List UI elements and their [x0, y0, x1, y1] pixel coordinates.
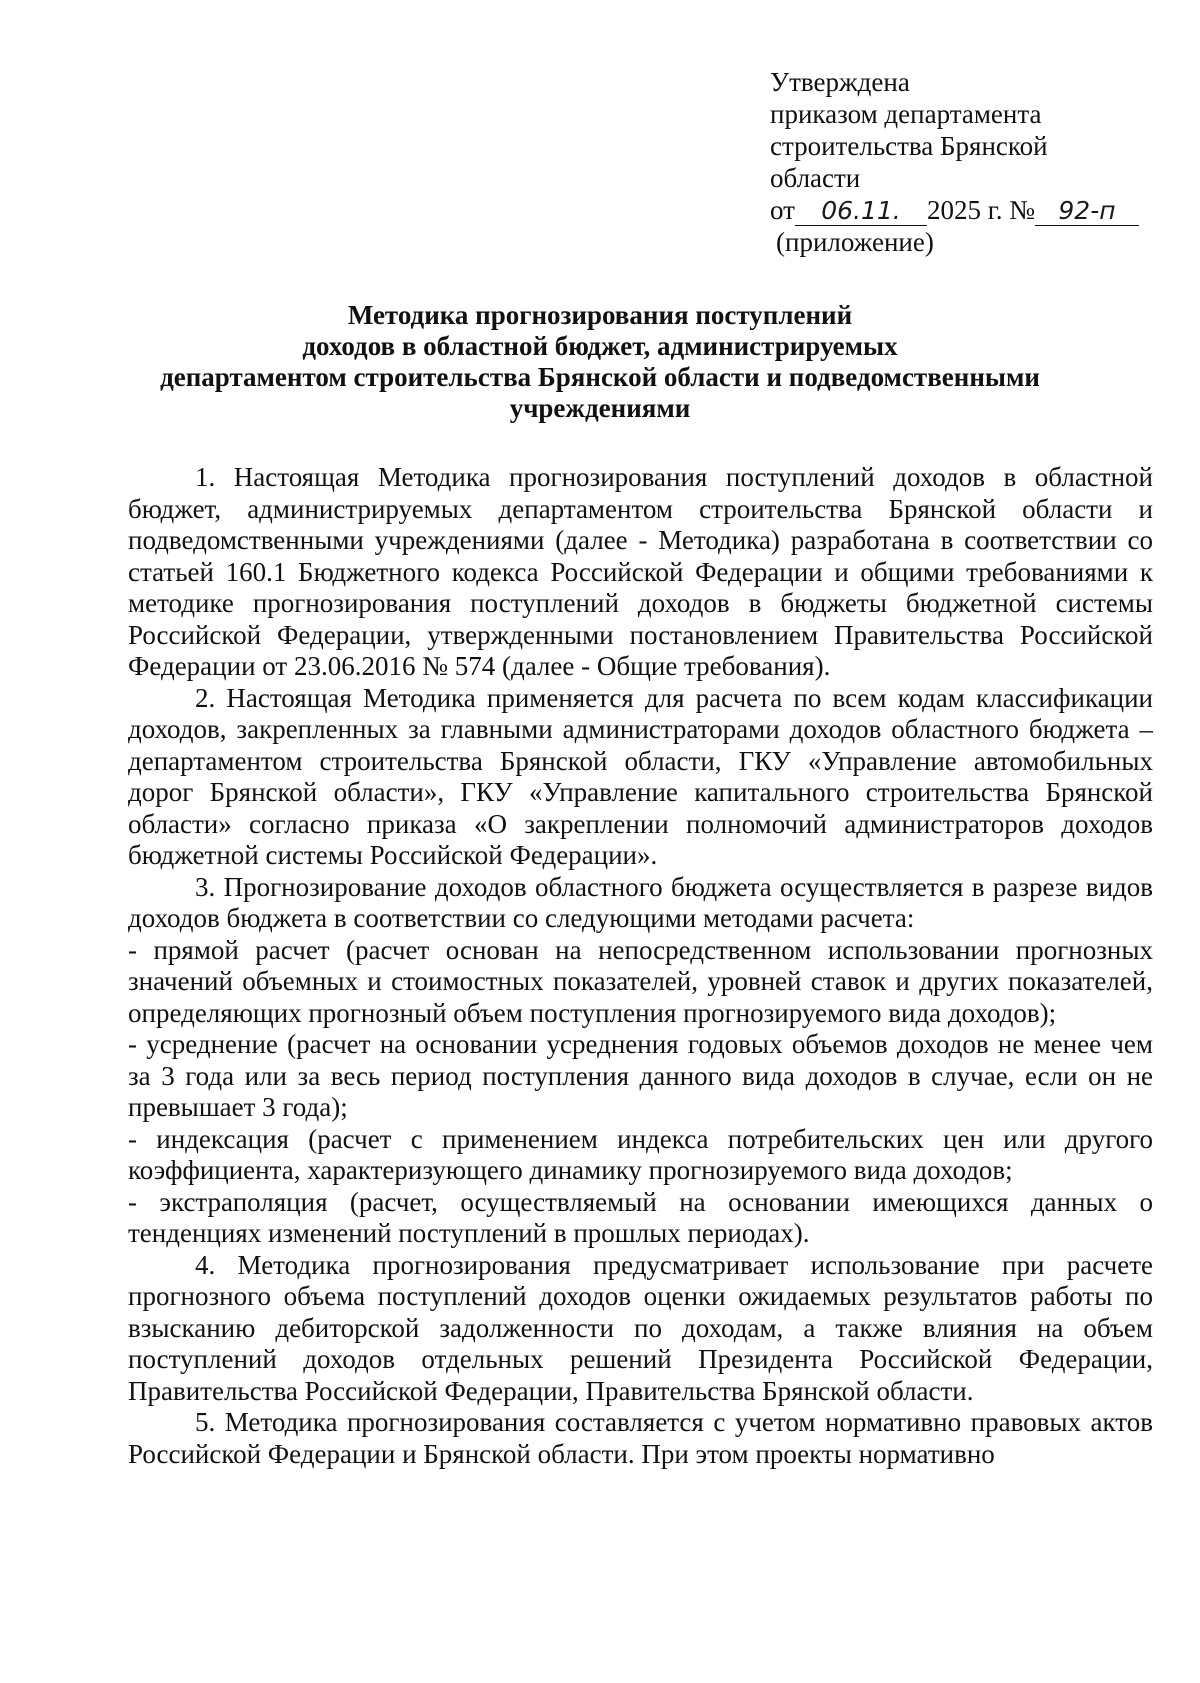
paragraph-3: 3. Прогнозирование доходов областного бюджета осуществляется в разрезе видов доходов бюджета в соответствии со следующими методами расчета: [128, 871, 1153, 933]
approval-line-2: приказом департамента [770, 99, 1042, 129]
handwritten-date: 06.11. [795, 197, 927, 226]
paragraph-2: 2. Настоящая Методика применяется для расчета по всем кодам классификации доходов, закрепленных за главными администраторами доходов областного бюджета – департаментом строительства Брянской области, ГКУ «Управление автомобильных дорог Брянской области», ГКУ «Управление капитального строительства Брянской области» согласно приказа «О закреплении полномочий администраторов доходов бюджетной системы Российской Федерации». [128, 682, 1153, 870]
appendix-label: (приложение) [776, 227, 934, 257]
paragraph-4: 4. Методика прогнозирования предусматривает использование при расчете прогнозного объема поступлений доходов оценки ожидаемых результатов работы по взысканию дебиторской задолженности по доходам, а также влияния на объем поступлений доходов отдельных решений Президента Российской Федерации, Правительства Российской Федерации, Правительства Брянской области. [128, 1249, 1153, 1406]
title-line-3: департаментом строительства Брянской области и подведомственными [160, 362, 1040, 392]
approval-line-1: Утверждена [770, 67, 910, 97]
paragraph-1: 1. Настоящая Методика прогнозирования поступлений доходов в областной бюджет, администрируемых департаментом строительства Брянской области и подведомственными учреждениями (далее - Методика) разработана в соответствии со статьей 160.1 Бюджетного кодекса Российской Федерации и общими требованиями к методике прогнозирования поступлений доходов в бюджеты бюджетной системы Российской Федерации, утвержденными постановлением Правительства Российской Федерации от 23.06.2016 № 574 (далее - Общие требования). [128, 462, 1153, 681]
handwritten-number: 92-п [1035, 197, 1139, 226]
title-line-2: доходов в областной бюджет, администрируемых [302, 331, 898, 361]
year-number-label: 2025 г. № [926, 195, 1035, 225]
approval-line-3: строительства Брянской [770, 131, 1048, 161]
approval-date-line [770, 194, 1170, 226]
title-line-1: Методика прогнозирования поступлений [347, 300, 853, 330]
document-title [100, 300, 1100, 424]
method-extrapolation: - экстраполяция (расчет, осуществляемый на основании имеющихся данных о тенденциях изменений поступлений в прошлых периодах). [128, 1186, 1153, 1248]
paragraph-5: 5. Методика прогнозирования составляется с учетом нормативно правовых актов Российской Федерации и Брянской области. При этом проекты нормативно [128, 1407, 1153, 1469]
approval-line-4: области [770, 163, 861, 193]
title-line-4: учреждениями [509, 393, 691, 423]
document-body [128, 462, 1153, 1470]
method-indexation: - индексация (расчет с применением индекса потребительских цен или другого коэффициента, характеризующего динамику прогнозируемого вида доходов; [128, 1123, 1153, 1185]
method-averaging: - усреднение (расчет на основании усреднения годовых объемов доходов не менее чем за 3 года или за весь период поступления данного вида доходов в случае, если он не превышает 3 года); [128, 1029, 1153, 1122]
method-direct-calculation: - прямой расчет (расчет основан на непосредственном использовании прогнозных значений объемных и стоимостных показателей, уровней ставок и других показателей, определяющих прогнозный объем поступления прогнозируемого вида доходов); [128, 934, 1153, 1028]
from-prefix: от [770, 195, 795, 225]
approval-block [770, 66, 1170, 258]
